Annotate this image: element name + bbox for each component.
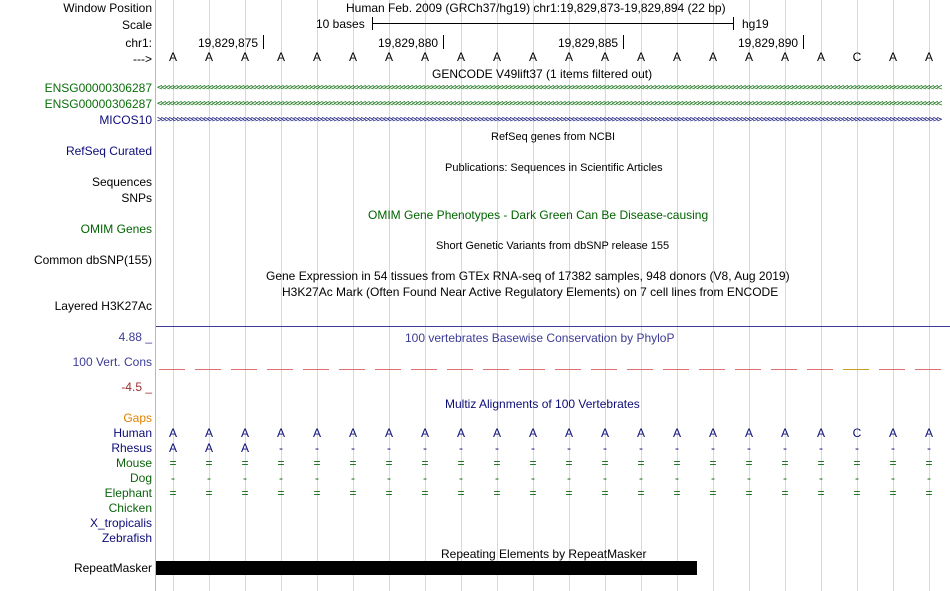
multiz-elephant-base: = [853, 486, 861, 500]
multiz-dog-base: - [603, 471, 607, 485]
position-2-tick [443, 35, 444, 49]
repeatmasker-track-title[interactable]: Repeating Elements by RepeatMasker [441, 547, 647, 561]
multiz-human-base: A [528, 426, 537, 440]
multiz-dog-base: - [819, 471, 823, 485]
multiz-elephant-base: = [493, 486, 501, 500]
window-position-label: Window Position [63, 1, 152, 15]
position-2: 19,829,880 [378, 36, 439, 50]
multiz-mouse-base: = [925, 456, 933, 470]
phylop-score-mark [411, 369, 437, 370]
phylop-score-mark [231, 369, 257, 370]
multiz-dog-base: - [783, 471, 787, 485]
multiz-elephant-base: = [277, 486, 285, 500]
position-3: 19,829,885 [558, 36, 619, 50]
base: A [564, 50, 573, 64]
multiz-elephant-base: = [169, 486, 177, 500]
species-dog[interactable]: Dog [129, 471, 152, 485]
multiz-human-base: A [384, 426, 393, 440]
base: A [312, 50, 321, 64]
multiz-dog-base: - [891, 471, 895, 485]
base: A [888, 50, 897, 64]
species-mouse[interactable]: Mouse [115, 456, 152, 470]
chrom-label: chr1: [125, 36, 152, 50]
multiz-rhesus-base: - [783, 441, 787, 455]
species-elephant[interactable]: Elephant [104, 486, 152, 500]
species-human[interactable]: Human [113, 426, 152, 440]
multiz-rhesus-base: A [240, 441, 249, 455]
multiz-mouse-base: = [565, 456, 573, 470]
publications-track-title[interactable]: Publications: Sequences in Scientific Articles [445, 162, 663, 174]
multiz-dog-base: - [927, 471, 931, 485]
track-left-border [155, 0, 156, 591]
scale-bar-right-tick [733, 17, 734, 30]
multiz-human-base: A [924, 426, 933, 440]
phylop-score-mark [483, 369, 509, 370]
gencode-item-2-feature[interactable]: <<<<<<<<<<<<<<<<<<<<<<<<<<<<<<<<<<<<<<<<<<<<<<<<<<<<<<<<<<<<<<<<<<<<<<<<<<<<<<<<<<<<<<<<<<<<<<<<<<<<<<<<<<<<<<<<<<<<<<<<<<<<<<<<<<<<<<<<<<<<<<<<<<<<<<<<<<<<<<<<<<<<<<<<<<<<<<<<<<<<<<<<<<<<<<<<<<<<<<<< [157, 99, 941, 109]
base: A [636, 50, 645, 64]
position-4: 19,829,890 [738, 36, 799, 50]
multiz-dog-base: - [675, 471, 679, 485]
multiz-mouse-base: = [601, 456, 609, 470]
multiz-mouse-base: = [493, 456, 501, 470]
multiz-mouse-base: = [169, 456, 177, 470]
multiz-mouse-base: = [889, 456, 897, 470]
phylop-score-mark [699, 369, 725, 370]
multiz-elephant-base: = [889, 486, 897, 500]
base: A [420, 50, 429, 64]
dbsnp-track-title[interactable]: Short Genetic Variants from dbSNP release 155 [436, 240, 670, 252]
multiz-rhesus-base: - [711, 441, 715, 455]
multiz-dog-base: - [243, 471, 247, 485]
multiz-mouse-base: = [673, 456, 681, 470]
multiz-elephant-base: = [529, 486, 537, 500]
species-rhesus[interactable]: Rhesus [111, 441, 152, 455]
base: A [276, 50, 285, 64]
multiz-rhesus-base: - [567, 441, 571, 455]
multiz-human-base: A [816, 426, 825, 440]
multiz-mouse-base: = [313, 456, 321, 470]
window-position-value: Human Feb. 2009 (GRCh37/hg19) chr1:19,829,873-19,829,894 (22 bp) [346, 1, 726, 15]
scale-bar [372, 23, 733, 24]
position-3-tick [623, 35, 624, 49]
multiz-dog-base: - [423, 471, 427, 485]
base: A [780, 50, 789, 64]
phylop-score-mark [627, 369, 653, 370]
gencode-item-1[interactable]: ENSG00000306287 [44, 81, 152, 95]
common-dbsnp-label[interactable]: Common dbSNP(155) [33, 253, 152, 267]
base: A [492, 50, 501, 64]
position-4-tick [803, 35, 804, 49]
multiz-dog-base: - [387, 471, 391, 485]
multiz-human-base: A [348, 426, 357, 440]
multiz-mouse-base: = [205, 456, 213, 470]
phylop-label[interactable]: 100 Vert. Cons [72, 355, 152, 369]
multiz-track-title[interactable]: Multiz Alignments of 100 Vertebrates [445, 397, 640, 411]
base: A [240, 50, 249, 64]
multiz-mouse-base: = [277, 456, 285, 470]
multiz-mouse-base: = [781, 456, 789, 470]
multiz-dog-base: - [207, 471, 211, 485]
base: A [168, 50, 177, 64]
gencode-item-1-feature[interactable]: <<<<<<<<<<<<<<<<<<<<<<<<<<<<<<<<<<<<<<<<<<<<<<<<<<<<<<<<<<<<<<<<<<<<<<<<<<<<<<<<<<<<<<<<<<<<<<<<<<<<<<<<<<<<<<<<<<<<<<<<<<<<<<<<<<<<<<<<<<<<<<<<<<<<<<<<<<<<<<<<<<<<<<<<<<<<<<<<<<<<<<<<<<<<<<<<<<<<<<<< [157, 83, 941, 93]
multiz-elephant-base: = [565, 486, 573, 500]
multiz-human-base: A [708, 426, 717, 440]
base: A [708, 50, 717, 64]
phylop-score-mark [375, 369, 401, 370]
multiz-mouse-base: = [709, 456, 717, 470]
h3k27ac-signal-line [156, 326, 950, 327]
multiz-human-base: A [456, 426, 465, 440]
base: A [600, 50, 609, 64]
multiz-rhesus-base: - [603, 441, 607, 455]
multiz-human-base: A [672, 426, 681, 440]
multiz-rhesus-base: - [819, 441, 823, 455]
multiz-dog-base: - [855, 471, 859, 485]
multiz-rhesus-base: - [279, 441, 283, 455]
multiz-rhesus-base: - [855, 441, 859, 455]
phylop-score-mark [663, 369, 689, 370]
phylop-score-mark [807, 369, 833, 370]
phylop-track-title[interactable]: 100 vertebrates Basewise Conservation by PhyloP [405, 331, 675, 345]
multiz-mouse-base: = [529, 456, 537, 470]
multiz-elephant-base: = [601, 486, 609, 500]
phylop-score-mark [267, 369, 293, 370]
multiz-rhesus-base: - [495, 441, 499, 455]
multiz-rhesus-base: - [891, 441, 895, 455]
multiz-dog-base: - [639, 471, 643, 485]
multiz-dog-base: - [279, 471, 283, 485]
phylop-score-mark [843, 369, 869, 370]
species-chicken[interactable]: Chicken [108, 501, 152, 515]
multiz-human-base: A [420, 426, 429, 440]
phylop-score-mark [303, 369, 329, 370]
refseq-track-title[interactable]: RefSeq genes from NCBI [491, 131, 616, 143]
base: A [528, 50, 537, 64]
gencode-item-2[interactable]: ENSG00000306287 [44, 97, 152, 111]
scale-bar-left-tick [372, 17, 373, 30]
strand-label: ---> [133, 52, 152, 66]
phylop-score-mark [771, 369, 797, 370]
multiz-elephant-base: = [313, 486, 321, 500]
position-1: 19,829,875 [198, 36, 259, 50]
multiz-human-base: C [852, 426, 862, 440]
species-zebrafish[interactable]: Zebrafish [101, 531, 152, 545]
multiz-human-base: A [744, 426, 753, 440]
multiz-mouse-base: = [457, 456, 465, 470]
multiz-human-base: A [636, 426, 645, 440]
phylop-min-label: -4.5 _ [121, 380, 152, 394]
species-x-tropicalis[interactable]: X_tropicalis [89, 516, 152, 530]
position-1-tick [263, 35, 264, 49]
multiz-rhesus-base: - [747, 441, 751, 455]
multiz-mouse-base: = [241, 456, 249, 470]
multiz-rhesus-base: - [387, 441, 391, 455]
snps-label[interactable]: SNPs [121, 191, 152, 205]
multiz-elephant-base: = [421, 486, 429, 500]
phylop-score-mark [159, 369, 185, 370]
multiz-mouse-base: = [637, 456, 645, 470]
multiz-elephant-base: = [781, 486, 789, 500]
scale-label: Scale [121, 18, 152, 32]
multiz-dog-base: - [531, 471, 535, 485]
multiz-elephant-base: = [925, 486, 933, 500]
refseq-curated-label[interactable]: RefSeq Curated [65, 144, 152, 158]
multiz-elephant-base: = [745, 486, 753, 500]
multiz-dog-base: - [459, 471, 463, 485]
multiz-dog-base: - [315, 471, 319, 485]
base: C [852, 50, 862, 64]
multiz-rhesus-base: - [927, 441, 931, 455]
multiz-mouse-base: = [421, 456, 429, 470]
h3k27ac-track-title[interactable]: H3K27Ac Mark (Often Found Near Active Regulatory Elements) on 7 cell lines from ENCODE [282, 285, 779, 299]
multiz-dog-base: - [567, 471, 571, 485]
omim-genes-label[interactable]: OMIM Genes [80, 222, 152, 236]
multiz-elephant-base: = [709, 486, 717, 500]
layered-h3k27ac-label[interactable]: Layered H3K27Ac [54, 299, 152, 313]
base: A [924, 50, 933, 64]
multiz-dog-base: - [495, 471, 499, 485]
scale-text: 10 bases [316, 17, 365, 31]
micos10-feature[interactable]: >>>>>>>>>>>>>>>>>>>>>>>>>>>>>>>>>>>>>>>>>>>>>>>>>>>>>>>>>>>>>>>>>>>>>>>>>>>>>>>>>>>>>>>>>>>>>>>>>>>>>>>>>>>>>>>>>>>>>>>>>>>>>>>>>>>>>>>>>>>>>>>>>>>>>>>>>>>>>>>>>>>>>>>>>>>>>>>>>>>>>>>>>>>>>>>>>>>>>>>> [157, 115, 941, 125]
gencode-track-title[interactable]: GENCODE V49lift37 (1 items filtered out) [432, 67, 653, 81]
gtex-track-title[interactable]: Gene Expression in 54 tissues from GTEx RNA-seq of 17382 samples, 948 donors (V8, Aug 2019) [266, 269, 790, 283]
multiz-rhesus-base: - [639, 441, 643, 455]
phylop-max-label: 4.88 _ [118, 330, 152, 344]
base: A [348, 50, 357, 64]
multiz-dog-base: - [171, 471, 175, 485]
multiz-elephant-base: = [817, 486, 825, 500]
multiz-mouse-base: = [385, 456, 393, 470]
base: A [816, 50, 825, 64]
multiz-human-base: A [312, 426, 321, 440]
multiz-mouse-base: = [817, 456, 825, 470]
multiz-human-base: A [204, 426, 213, 440]
multiz-rhesus-base: A [204, 441, 213, 455]
multiz-mouse-base: = [349, 456, 357, 470]
multiz-human-base: A [492, 426, 501, 440]
phylop-score-mark [735, 369, 761, 370]
multiz-rhesus-base: - [351, 441, 355, 455]
base: A [672, 50, 681, 64]
multiz-mouse-base: = [745, 456, 753, 470]
phylop-score-mark [915, 369, 941, 370]
phylop-score-mark [519, 369, 545, 370]
multiz-elephant-base: = [457, 486, 465, 500]
base: A [744, 50, 753, 64]
sequences-label[interactable]: Sequences [91, 175, 152, 189]
multiz-human-base: A [564, 426, 573, 440]
multiz-rhesus-base: A [168, 441, 177, 455]
gaps-label[interactable]: Gaps [123, 411, 152, 425]
multiz-mouse-base: = [853, 456, 861, 470]
micos10-item[interactable]: MICOS10 [99, 113, 152, 127]
multiz-elephant-base: = [673, 486, 681, 500]
multiz-dog-base: - [711, 471, 715, 485]
scale-assembly: hg19 [742, 17, 769, 31]
repeatmasker-feature[interactable] [156, 561, 697, 575]
multiz-rhesus-base: - [459, 441, 463, 455]
omim-track-title[interactable]: OMIM Gene Phenotypes - Dark Green Can Be Disease-causing [368, 208, 709, 222]
multiz-dog-base: - [747, 471, 751, 485]
multiz-human-base: A [888, 426, 897, 440]
multiz-elephant-base: = [385, 486, 393, 500]
base: A [456, 50, 465, 64]
phylop-score-mark [447, 369, 473, 370]
multiz-rhesus-base: - [531, 441, 535, 455]
multiz-elephant-base: = [241, 486, 249, 500]
multiz-elephant-base: = [637, 486, 645, 500]
base: A [384, 50, 393, 64]
base: A [204, 50, 213, 64]
phylop-score-mark [591, 369, 617, 370]
phylop-score-mark [555, 369, 581, 370]
repeatmasker-label[interactable]: RepeatMasker [73, 561, 152, 575]
phylop-score-mark [879, 369, 905, 370]
multiz-elephant-base: = [349, 486, 357, 500]
phylop-score-mark [195, 369, 221, 370]
multiz-human-base: A [780, 426, 789, 440]
multiz-human-base: A [168, 426, 177, 440]
multiz-dog-base: - [351, 471, 355, 485]
multiz-human-base: A [600, 426, 609, 440]
multiz-elephant-base: = [205, 486, 213, 500]
multiz-rhesus-base: - [315, 441, 319, 455]
multiz-rhesus-base: - [675, 441, 679, 455]
multiz-human-base: A [240, 426, 249, 440]
multiz-human-base: A [276, 426, 285, 440]
multiz-rhesus-base: - [423, 441, 427, 455]
phylop-score-mark [339, 369, 365, 370]
